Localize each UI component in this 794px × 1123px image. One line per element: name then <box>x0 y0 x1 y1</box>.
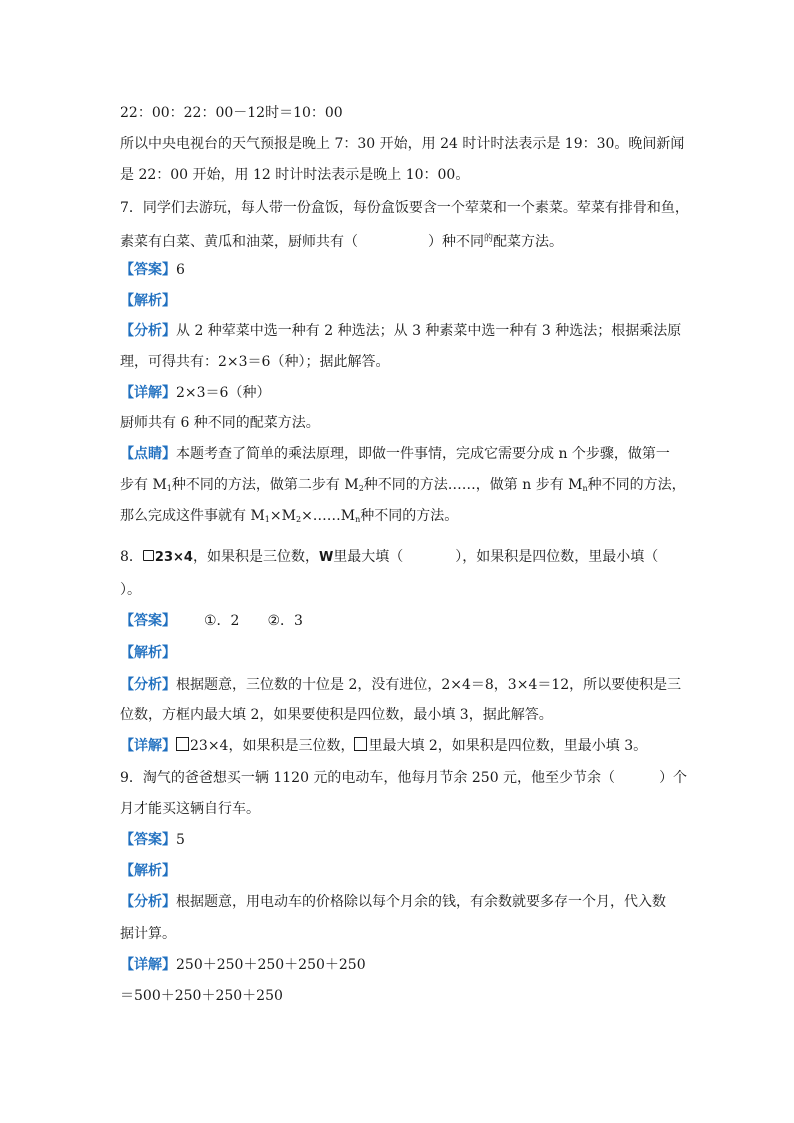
analysis-heading: 【解析】 <box>120 645 176 661</box>
detail-line: 厨师共有 6 种不同的配菜方法。 <box>120 415 320 431</box>
analysis-line: 据计算。 <box>120 926 176 942</box>
explanation-line: 所以中央电视台的天气预报是晚上 7：30 开始，用 24 时计时法表示是 19：30。晚间新闻 <box>120 136 685 152</box>
calc-line: 22：00：22：00－12时＝10：00 <box>120 105 343 121</box>
text-line <box>120 103 343 123</box>
analysis-line: 【分析】从 2 种荤菜中选一种有 2 种选法；从 3 种素菜中选一种有 3 种选法；根据乘法原 <box>120 323 682 339</box>
text-line <box>120 165 469 185</box>
comment-line: 步有 $M_1$种不同的方法，做第二步有 $M_2$种不同的方法……，做第 n 步有 $M_n$种不同的方法， <box>120 477 686 493</box>
analysis-heading: 【解析】 <box>120 863 176 879</box>
comment-line: 那么完成这件事就有 $M_1\times M_2\times\dots\dots M_n$种不同的方法。 <box>120 508 459 524</box>
question-9-line-2: 月才能买这辆自行车。 <box>120 801 260 817</box>
answer-value: 6 <box>176 262 185 278</box>
detail-line: 【详解】 23×4，如果积是三位数， 里最大填 2，如果积是四位数，里最小填 3。 <box>120 738 648 754</box>
square-box-icon <box>143 550 154 561</box>
text-line <box>120 134 684 154</box>
question-9-line-1: 9．淘气的爸爸想买一辆 1120 元的电动车，他每月节余 250 元，他至少节余（ ）个 <box>120 770 688 786</box>
analysis-line: 【分析】根据题意，三位数的十位是 2，没有进位，2×4＝8，3×4＝12，所以要使积是三 <box>120 677 682 693</box>
detail-line: ＝500＋250＋250＋250 <box>120 988 283 1004</box>
detail-line: 【详解】2×3＝6（种） <box>120 385 271 401</box>
question-8-line-2: ）。 <box>120 582 141 598</box>
question-7-line-2: 素菜有白菜、黄瓜和油菜，厨师共有（ ）种不同$^的$配菜方法。 <box>120 234 564 250</box>
answer-line <box>120 260 185 280</box>
question-7-line-1: 7．同学们去游玩，每人带一份盒饭，每份盒饭要含一个荤菜和一个素菜。荤菜有排骨和鱼， <box>120 200 689 216</box>
square-box-icon <box>354 737 367 751</box>
question-8-line-1: 8． 23×4，如果积是三位数，W里最大填（ ），如果积是四位数，里最小填（ <box>120 549 659 565</box>
comment-line: 【点睛】本题考查了简单的乘法原理，即做一件事情，完成它需要分成 n 个步骤，做第一 <box>120 446 670 462</box>
analysis-line: 【分析】根据题意，用电动车的价格除以每个月余的钱，有余数就要多存一个月，代入数 <box>120 894 666 910</box>
explanation-line: 是 22：00 开始，用 12 时计时法表示是晚上 10：00。 <box>120 167 470 183</box>
analysis-line: 理，可得共有：2×3＝6（种）；据此解答。 <box>120 354 390 370</box>
detail-line: 【详解】250＋250＋250＋250＋250 <box>120 957 366 973</box>
square-box-icon <box>176 737 189 751</box>
answer-tag: 【答案】 <box>120 262 176 278</box>
answer-line: 【答案】 ①．2 ②．3 <box>120 613 303 629</box>
answer-line: 【答案】5 <box>120 832 185 848</box>
analysis-line: 位数，方框内最大填 2，如果要使积是四位数，最小填 3，据此解答。 <box>120 707 553 723</box>
analysis-heading: 【解析】 <box>120 293 176 309</box>
